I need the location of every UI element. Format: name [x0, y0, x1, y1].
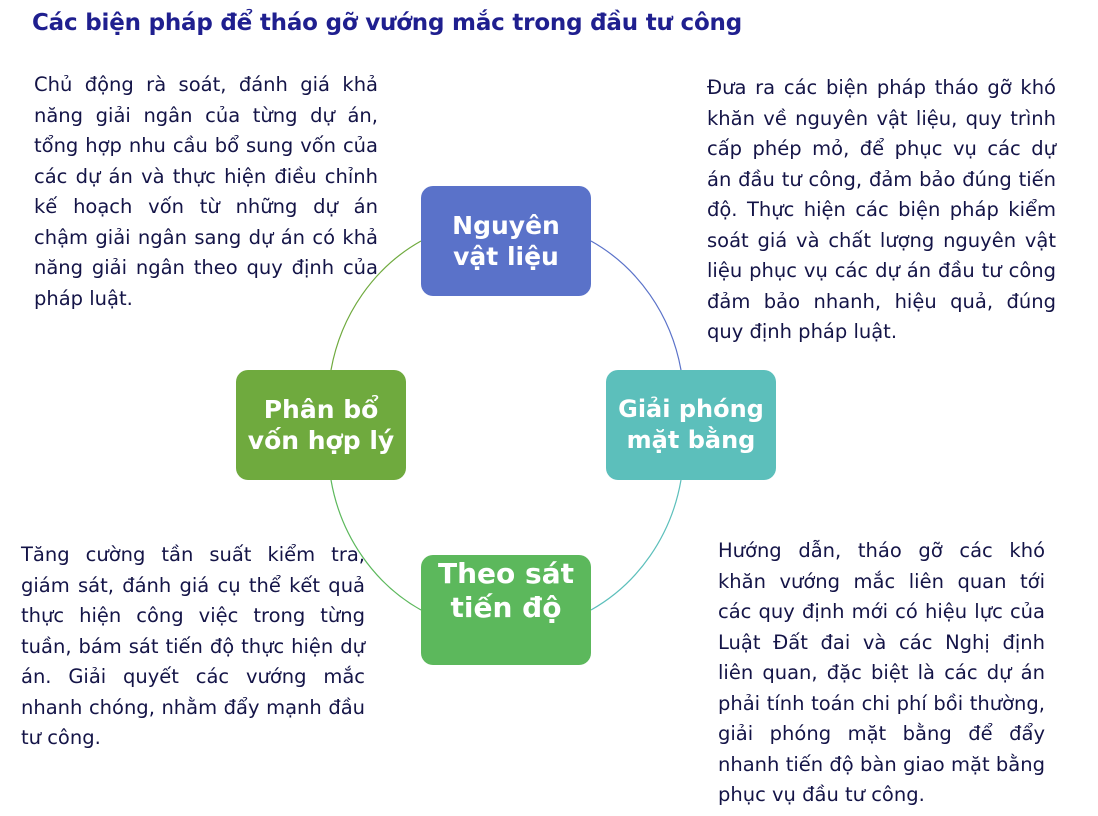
node-raw-materials-label: Nguyên vật liệu — [452, 211, 560, 271]
arc-top-right — [591, 241, 681, 370]
description-top-left: Chủ động rà soát, đánh giá khả năng giải ngân của từng dự án, tổng hợp nhu cầu bổ sung vốn của các dự án và thực hiện điều chỉnh kế hoạch vốn từ những dự án chậm giải ngân sang dự án có khả năng giải ngân theo quy định của pháp luật. — [34, 73, 378, 310]
node-site-clearance — [606, 370, 776, 480]
node-capital-allocation — [236, 370, 406, 480]
node-raw-materials — [421, 186, 591, 296]
diagram-title: Các biện pháp để tháo gỡ vướng mắc trong đầu tư công — [32, 10, 742, 36]
description-top-right: Đưa ra các biện pháp tháo gỡ khó khăn về nguyên vật liệu, quy trình cấp phép mỏ, để phục vụ các dự án đầu tư công, đảm bảo đúng tiến độ. Thực hiện các biện pháp kiểm soát giá và chất lượng nguyên vật liệu phục vụ các dự án đầu tư công đảm bảo nhanh, hiệu quả, đúng quy định pháp luật. — [707, 76, 1056, 343]
node-progress-tracking — [421, 555, 591, 665]
node-site-clearance-label: Giải phóng mặt bằng — [618, 395, 764, 454]
description-bottom-right: Hướng dẫn, tháo gỡ các khó khăn vướng mắc liên quan tới các quy định mới có hiệu lực của Luật Đất đai và các Nghị định liên quan, đặc biệt là các dự án phải tính toán chi phí bồi thường, giải phóng mặt bằng để đẩy nhanh tiến độ bàn giao mặt bằng phục vụ đầu tư công. — [718, 539, 1045, 806]
arc-bottom-right — [591, 480, 681, 610]
node-progress-tracking-label: Theo sát tiến độ — [438, 557, 574, 624]
description-bottom-left: Tăng cường tần suất kiểm tra, giám sát, đánh giá cụ thể kết quả thực hiện công việc trong từng tuần, bám sát tiến độ thực hiện dự án. Giải quyết các vướng mắc nhanh chóng, nhằm đẩy mạnh đầu tư công. — [21, 543, 365, 749]
node-capital-allocation-label: Phân bổ vốn hợp lý — [247, 395, 395, 455]
